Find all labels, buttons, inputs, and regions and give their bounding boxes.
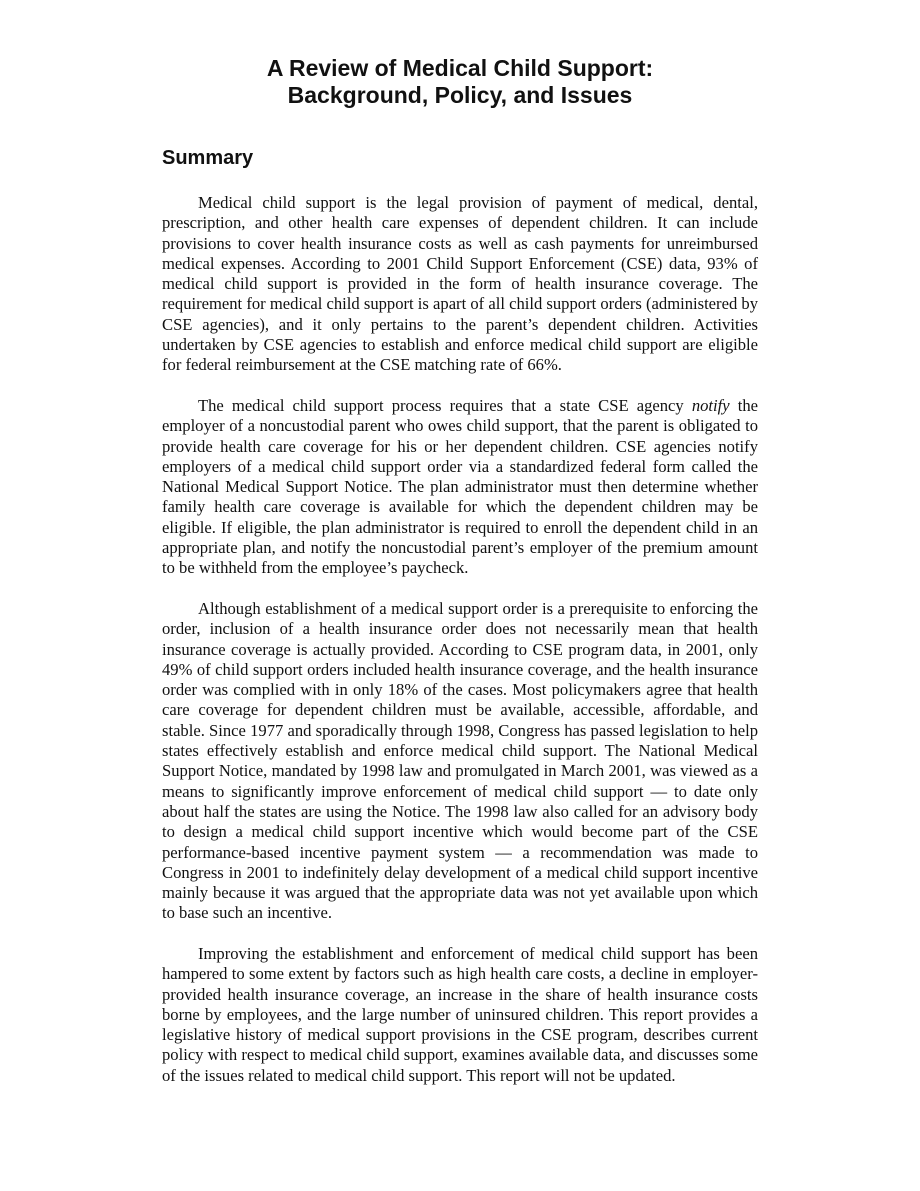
paragraph-3: Although establishment of a medical support order is a prerequisite to enforcing the order, inclusion of a health insurance order does not necessarily mean that health insurance coverage is actually provided. According to CSE program data, in 2001, only 49% of child support orders included health insurance coverage, and the health insurance order was complied with in only 18% of the cases. Most policymakers agree that health care coverage for dependent children must be available, accessible, affordable, and stable. Since 1977 and sporadically through 1998, Congress has passed legislation to help states effectively establish and enforce medical child support. The National Medical Support Notice, mandated by 1998 law and promulgated in March 2001, was viewed as a means to significantly improve enforcement of medical child support — to date only about half the states are using the Notice. The 1998 law also called for an advisory body to design a medical child support incentive which would become part of the CSE performance-based incentive payment system — a recommendation was made to Congress in 2001 to indefinitely delay development of a medical child support incentive mainly because it was argued that the appropriate data was not yet available upon which to base such an incentive. <box>162 598 758 923</box>
document-title <box>160 55 760 109</box>
section-heading-summary: Summary <box>162 147 254 169</box>
paragraph-1: Medical child support is the legal provision of payment of medical, dental, prescription, and other health care expenses of dependent children. It can include provisions to cover health insurance costs as well as cash payments for unreimbursed medical expenses. According to 2001 Child Support Enforcement (CSE) data, 93% of medical child support is provided in the form of health insurance coverage. The requirement for medical child support is apart of all child support orders (administered by CSE agencies), and it only pertains to the parent’s dependent children. Activities undertaken by CSE agencies to establish and enforce medical child support are eligible for federal reimbursement at the CSE matching rate of 66%. <box>162 193 758 375</box>
title-line-1: A Review of Medical Child Support: <box>266 55 654 81</box>
paragraph-2-text-start: The medical child support process requires that a state CSE agency <box>198 395 692 415</box>
paragraph-4: Improving the establishment and enforcement of medical child support has been hampered to some extent by factors such as high health care costs, a decline in employer-provided health insurance coverage, an increase in the share of health insurance costs borne by employees, and the large number of uninsured children. This report provides a legislative history of medical support provisions in the CSE program, describes current policy with respect to medical child support, examines available data, and discusses some of the issues related to medical child support. This report will not be updated. <box>162 943 758 1085</box>
summary-body <box>162 193 758 1086</box>
paragraph-2 <box>162 396 758 579</box>
paragraph-2-text-end: the employer of a noncustodial parent who owes child support, that the parent is obligated to provide health care coverage for his or her dependent children. CSE agencies notify employers of a medical child support order via a standardized federal form called the National Medical Support Notice. The plan administrator must then determine whether family health care coverage is available for which the dependent children may be eligible. If eligible, the plan administrator is required to enroll the dependent child in an appropriate plan, and notify the noncustodial parent’s employer of the premium amount to be withheld from the employee’s paycheck. <box>162 395 758 578</box>
paragraph-2-italic-word: notify <box>691 395 730 415</box>
title-line-2: Background, Policy, and Issues <box>287 82 633 108</box>
